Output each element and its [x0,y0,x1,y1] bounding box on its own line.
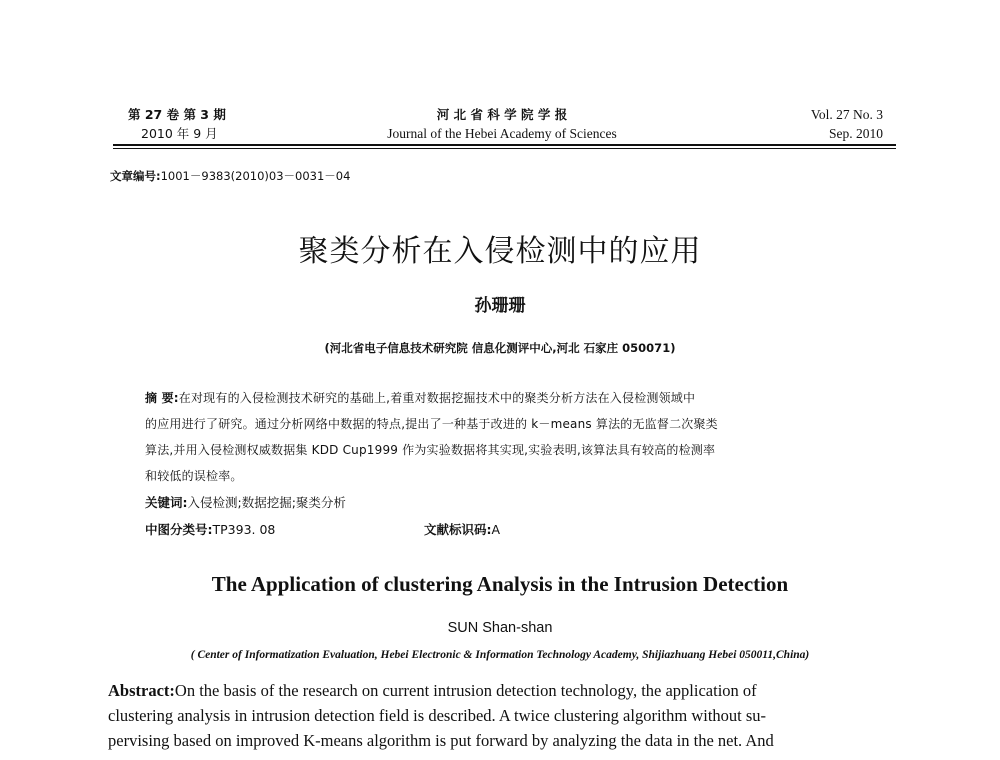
paper-title-en: The Application of clustering Analysis in the Intrusion Detection [211,572,789,596]
keywords-zh [145,493,346,511]
header-rule-thick [113,144,896,146]
abstract-en-line-3: pervising based on improved K-means algorithm is put forward by analyzing the data in the net. And [108,731,774,750]
abstract-zh-line-2: 的应用进行了研究。通过分析网络中数据的特点,提出了一种基于改进的 k－means 算法的无监督二次聚类 [145,417,718,431]
abstract-zh-line-3: 算法,并用入侵检测权威数据集 KDD Cup1999 作为实验数据将其实现,实验表明,该算法具有较高的检测率 [145,443,716,457]
abstract-zh-line-4: 和较低的误检率。 [145,469,243,483]
article-number-label: 文章编号: [110,169,161,183]
document-code-value: A [491,522,501,537]
abstract-en-line-2: clustering analysis in intrusion detection field is described. A twice clustering algorithm without su- [108,706,767,725]
date-en: Sep. 2010 [829,126,883,141]
keywords-label: 关键词: [145,495,188,510]
article-number-value: 1001－9383(2010)03－0031－04 [160,169,351,183]
author-zh: 孙珊珊 [474,296,526,316]
abstract-zh [145,385,865,489]
volume-issue-en: Vol. 27 No. 3 [810,107,883,122]
abstract-zh-line-1: 摘 要:在对现有的入侵检测技术研究的基础上,着重对数据挖掘技术中的聚类分析方法在入侵检测领域中 [145,391,696,405]
document-code-label: 文献标识码: [424,522,492,537]
clc-label: 中图分类号: [145,522,213,537]
abstract-en [108,678,900,753]
article-number [110,168,350,184]
journal-name-zh: 河 北 省 科 学 院 学 报 [436,107,568,122]
clc-value: TP393. 08 [212,522,276,537]
volume-issue-zh: 第 27 卷 第 3 期 [128,107,226,122]
paper-title-zh: 聚类分析在入侵检测中的应用 [298,234,702,269]
abstract-en-line-1: Abstract:On the basis of the research on current intrusion detection technology, the application of [108,681,757,700]
author-en: SUN Shan-shan [447,620,553,636]
header-rule-thin [113,148,896,149]
abstract-zh-label: 摘 要: [145,391,179,405]
document-code [424,520,500,538]
abstract-en-label: Abstract: [108,681,175,700]
affiliation-zh: (河北省电子信息技术研究院 信息化测评中心,河北 石家庄 050071) [324,341,676,355]
journal-name-en: Journal of the Hebei Academy of Sciences [387,126,617,141]
keywords-value: 入侵检测;数据挖掘;聚类分析 [187,495,346,510]
date-zh: 2010 年 9 月 [141,126,218,141]
clc-number [145,520,275,538]
affiliation-en: ( Center of Informatization Evaluation, Hebei Electronic & Information Technology Academy, Shijiazhuang Hebei 050011,China) [190,649,810,661]
